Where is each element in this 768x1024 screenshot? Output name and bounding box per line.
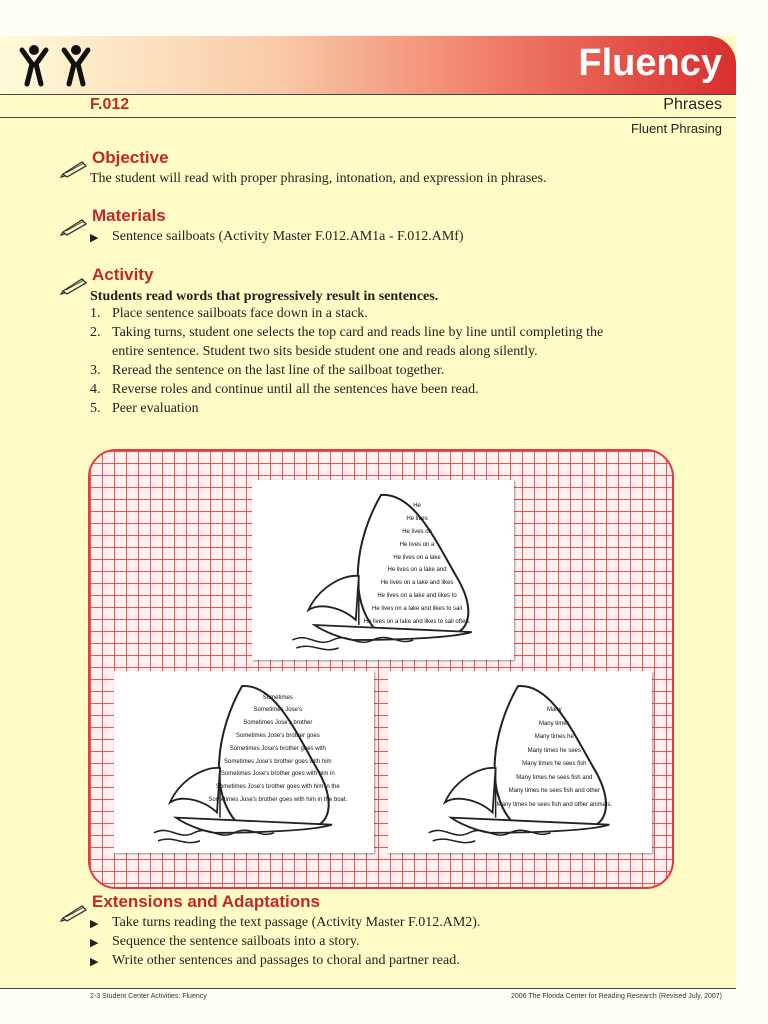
footer-right: 2006 The Florida Center for Reading Research (Revised July, 2007) [510,993,722,1000]
sailboat-line: Many times he sees fish [522,761,587,768]
pencil-icon [60,273,90,295]
footer-left: 2-3 Student Center Activities: Fluency [90,993,207,1000]
sailboat-drawing [388,671,652,853]
sailboat-line: Many times he sees fish and other animals. [496,801,613,808]
sailboat-line: He lives on a lake [393,554,441,561]
sailboat-card [252,480,514,660]
activity-code: F.012 [90,96,130,113]
step-item: 1. Place sentence sailboats face down in a stack. [90,306,368,321]
pencil-icon [60,900,90,922]
step-item: 5. Peer evaluation [90,401,199,416]
extensions-item: Take turns reading the text passage (Activity Master F.012.AM2). [112,915,481,930]
sailboat-line: Many times he sees fish and [516,774,593,781]
category-label: Phrases [663,96,722,113]
sailboat-line: He lives on a lake and likes to sail [372,605,463,612]
activity-name: Fluent Phrasing [630,121,722,136]
bullet-arrow-icon: ▶ [90,956,99,968]
sailboat-line: Sometimes [262,694,293,701]
sailboat-line: Sometimes Jose's brother goes with him in the boat. [208,797,348,804]
sailboat-line: Sometimes Jose's brother goes [235,733,320,740]
pencil-icon [60,214,90,236]
subheader-rule [0,117,736,118]
materials-heading: Materials [92,206,166,225]
step-item: 3. Reread the sentence on the last line of the sailboat together. [90,363,445,378]
header-rule [0,94,736,95]
extensions-item: Sequence the sentence sailboats into a story. [112,934,360,949]
activity-intro: Students read words that progressively result in sentences. [90,289,439,304]
sailboat-line: Sometimes Jose's brother goes with him in [220,771,335,778]
sailboat-line: Sometimes Jose's brother goes with [229,745,326,752]
sailboat-card [388,671,652,853]
extensions-item: Write other sentences and passages to choral and partner read. [112,953,460,968]
section-title: Fluency [578,42,722,84]
sailboat-line: Many times he [534,734,574,741]
sailboat-line: Many [546,707,562,714]
sailboat-line: Sometimes Jose's brother [243,720,313,727]
sailboat-line: Many times he sees fish and other [508,788,601,795]
activity-steps [90,304,612,418]
bullet-arrow-icon: ▶ [90,232,99,244]
sailboat-line: Many times [538,720,570,727]
people-logo-icon [16,42,96,88]
sailboat-drawing [252,480,514,660]
bullet-arrow-icon: ▶ [90,937,99,949]
sailboat-line: He lives on a lake and likes [380,580,454,587]
objective-heading: Objective [92,148,169,167]
sailboat-line: He lives on a lake and likes to [377,593,457,599]
activity-heading: Activity [92,265,154,284]
sailboat-line: He lives on a lake and likes to sail often. [363,618,471,625]
sailboat-line: Sometimes Jose's [253,707,303,714]
sailboat-card [114,671,374,853]
pencil-icon [60,156,90,178]
objective-text: The student will read with proper phrasing, intonation, and expression in phrases. [90,171,547,186]
extensions-heading: Extensions and Adaptations [92,892,320,911]
footer-rule [0,988,736,989]
sailboat-line: He lives [406,516,428,523]
sailboat-line: He lives on a [399,541,435,548]
sailboat-grid-panel [88,449,674,889]
sailboat-line: He lives on [402,529,432,535]
materials-item: Sentence sailboats (Activity Master F.012.AM1a - F.012.AMf) [112,229,464,244]
bullet-arrow-icon: ▶ [90,918,99,930]
sailboat-line: He lives on a lake and [387,567,447,574]
sailboat-line: Sometimes Jose's brother goes with him in the [215,784,340,791]
sailboat-line: Many times he sees [527,747,581,754]
step-item: 4. Reverse roles and continue until all the sentences have been read. [90,382,479,397]
sailboat-line: He [413,503,421,510]
sailboat-line: Sometimes Jose's brother goes with him [224,758,332,765]
step-item: 2. Taking turns, student one selects the top card and reads line by line until completing the entire sentence. Student two sits beside student one and reads along silently. [90,325,604,359]
